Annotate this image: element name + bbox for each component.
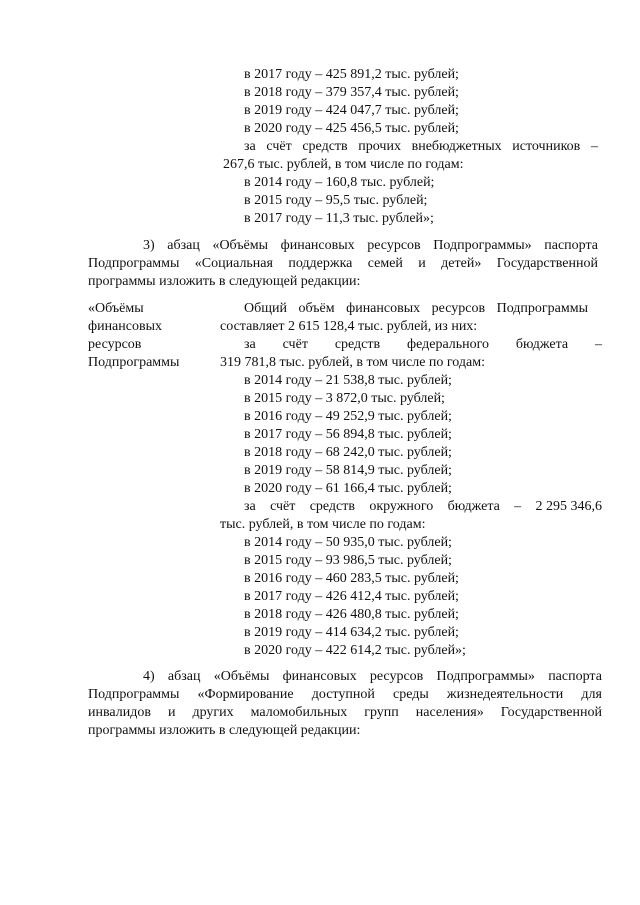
word: и [418, 256, 426, 271]
paragraph-4-line-3 [88, 704, 602, 721]
word: абзац [167, 238, 200, 253]
paragraph-3-line-3: программы изложить в следующей редакции: [88, 274, 361, 289]
word: «Объёмы [213, 669, 270, 684]
year-line: в 2018 году – 379 357,4 тыс. рублей; [244, 85, 459, 100]
district-year-line: в 2015 году – 93 986,5 тыс. рублей; [244, 553, 452, 568]
total-funding-line [244, 300, 588, 317]
word: Подпрограммы [88, 687, 180, 702]
word: счёт [282, 337, 308, 352]
word: семей [367, 256, 403, 271]
federal-year-line: в 2016 году – 49 252,9 тыс. рублей; [244, 409, 452, 424]
paragraph-3-line-2 [88, 255, 598, 272]
word: поддержка [288, 256, 353, 271]
word: прочих [358, 139, 401, 154]
word: среды [392, 687, 429, 702]
word: Подпрограммы» [436, 669, 535, 684]
word: абзац [167, 669, 201, 684]
year-line: в 2014 году – 160,8 тыс. рублей; [244, 175, 435, 190]
word: паспорта [544, 238, 598, 253]
district-year-line: в 2014 году – 50 935,0 тыс. рублей; [244, 535, 452, 550]
word: Общий [244, 301, 287, 316]
paragraph-4-line-4: программы изложить в следующей редакции: [88, 723, 361, 738]
word: Подпрограммы» [433, 238, 532, 253]
word: Государственной [500, 705, 602, 720]
word: «Формирование [197, 687, 294, 702]
federal-year-line: в 2014 году – 21 538,8 тыс. рублей; [244, 373, 452, 388]
word: маломобильных [250, 705, 348, 720]
word: детей» [441, 256, 482, 271]
word: «Социальная [194, 256, 273, 271]
word: – [590, 139, 598, 154]
word: 4) [143, 669, 155, 684]
word: внебюджетных [411, 139, 502, 154]
district-budget-continuation: тыс. рублей, в том числе по годам: [220, 517, 426, 532]
word: за [244, 139, 256, 154]
word: Подпрограммы [496, 301, 588, 316]
year-line: в 2020 году – 425 456,5 тыс. рублей; [244, 121, 459, 136]
district-year-line: в 2016 году – 460 283,5 тыс. рублей; [244, 571, 459, 586]
word: доступной [311, 687, 375, 702]
table-left-label: Подпрограммы [88, 355, 180, 370]
word: за [244, 499, 256, 514]
word: населения» [415, 705, 484, 720]
word: средств [334, 337, 381, 352]
district-budget-line [244, 498, 602, 515]
word: бюджета [515, 337, 569, 352]
table-left-label: ресурсов [88, 337, 142, 352]
word: Государственной [496, 256, 598, 271]
other-sources-continuation: 267,6 тыс. рублей, в том числе по годам: [223, 157, 464, 172]
word: жизнедеятельности [446, 687, 564, 702]
word: средств [302, 139, 348, 154]
federal-year-line: в 2018 году – 68 242,0 тыс. рублей; [244, 445, 452, 460]
federal-year-line: в 2015 году – 3 872,0 тыс. рублей; [244, 391, 445, 406]
table-left-label: финансовых [88, 319, 162, 334]
word: федерального [407, 337, 490, 352]
word: – [594, 337, 602, 352]
federal-year-line: в 2019 году – 58 814,9 тыс. рублей; [244, 463, 452, 478]
district-year-line: в 2017 году – 426 412,4 тыс. рублей; [244, 589, 459, 604]
word: средств [309, 499, 355, 514]
word: ресурсов [431, 301, 486, 316]
paragraph-4-line-1 [143, 668, 602, 685]
year-line: в 2015 году – 95,5 тыс. рублей; [244, 193, 428, 208]
table-left-label: «Объёмы [88, 301, 144, 316]
word: и [167, 705, 176, 720]
word: Подпрограммы [88, 256, 180, 271]
word: за [244, 337, 256, 352]
total-funding-continuation: составляет 2 615 128,4 тыс. рублей, из них: [220, 319, 478, 334]
word: инвалидов [88, 705, 151, 720]
year-line: в 2019 году – 424 047,7 тыс. рублей; [244, 103, 459, 118]
word: источников [512, 139, 581, 154]
word: финансовых [282, 669, 357, 684]
year-line: в 2017 году – 11,3 тыс. рублей»; [244, 211, 434, 226]
word: объём [298, 301, 335, 316]
word: – [514, 499, 522, 514]
year-line: в 2017 году – 425 891,2 тыс. рублей; [244, 67, 459, 82]
word: финансовых [346, 301, 421, 316]
word: ресурсов [367, 238, 421, 253]
word: групп [364, 705, 399, 720]
word: для [581, 687, 602, 702]
federal-year-line: в 2020 году – 61 166,4 тыс. рублей; [244, 481, 452, 496]
federal-year-line: в 2017 году – 56 894,8 тыс. рублей; [244, 427, 452, 442]
paragraph-4-line-2 [88, 686, 602, 703]
word: паспорта [548, 669, 602, 684]
word: «Объёмы [212, 238, 269, 253]
district-year-line: в 2018 году – 426 480,8 тыс. рублей; [244, 607, 459, 622]
district-year-line: в 2020 году – 422 614,2 тыс. рублей»; [244, 643, 466, 658]
word: финансовых [280, 238, 355, 253]
word: счёт [270, 499, 296, 514]
word: окружного [369, 499, 434, 514]
word: ресурсов [369, 669, 424, 684]
word: счёт [266, 139, 292, 154]
paragraph-3-line-1 [143, 237, 598, 254]
other-sources-line [244, 138, 598, 155]
federal-budget-line [244, 336, 602, 353]
word: 2 295 346,6 [535, 499, 602, 514]
word: бюджета [447, 499, 500, 514]
district-year-line: в 2019 году – 414 634,2 тыс. рублей; [244, 625, 459, 640]
word: других [192, 705, 234, 720]
federal-budget-continuation: 319 781,8 тыс. рублей, в том числе по годам: [220, 355, 485, 370]
word: 3) [143, 238, 155, 253]
